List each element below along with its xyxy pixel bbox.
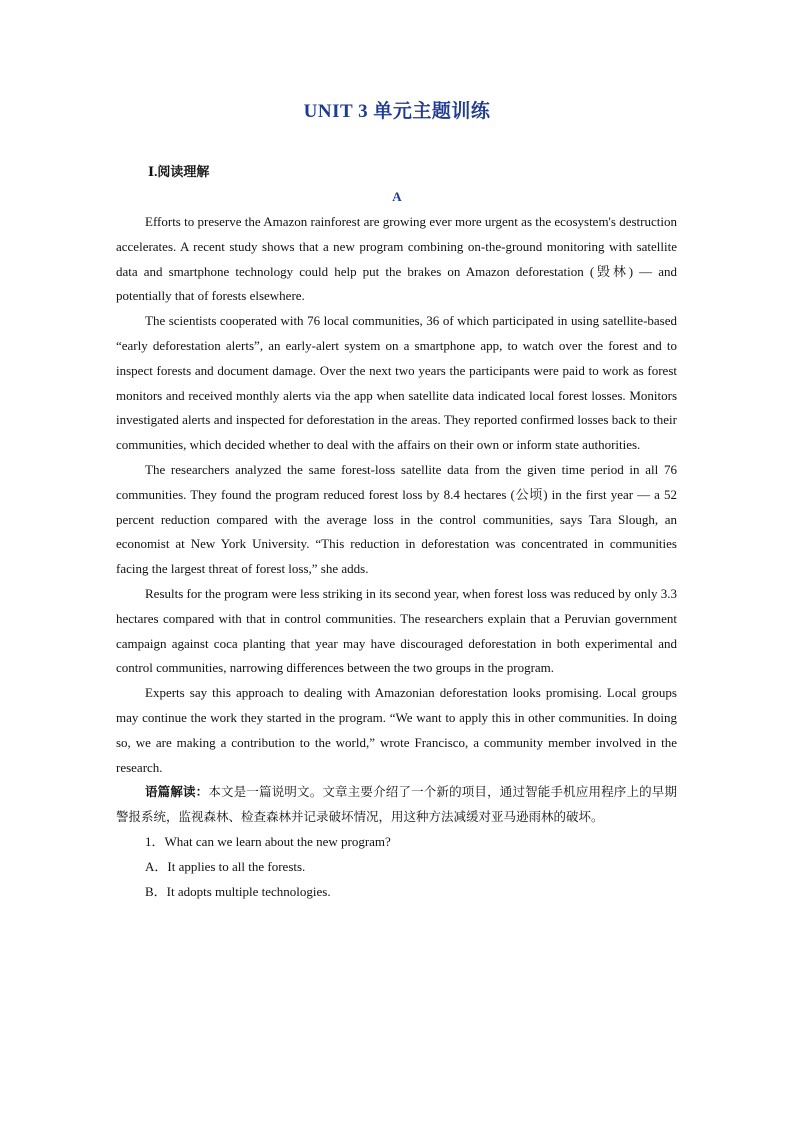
section-heading: Ⅰ.阅读理解 (148, 164, 210, 179)
analysis-text: 本文是一篇说明文。文章主要介绍了一个新的项目，通过智能手机应用程序上的早期警报系统，监视森林、检查森林并记录破坏情况，用这种方法减缓对亚马逊雨林的破坏。 (116, 784, 677, 825)
passage-letter: A (392, 189, 402, 204)
question-option-b: B．It adopts multiple technologies. (145, 883, 331, 899)
analysis-label: 语篇解读： (145, 784, 209, 800)
paragraph-3: The researchers analyzed the same forest-loss satellite data from the given time period in all 76 communities. They found the program reduced forest loss by 8.4 hectares (公顷) in the first year — a 52 percent reduction compared with the average loss in the control communities, says Tara Slough, an economist at New York University. “This reduction in deforestation was concentrated in communities facing the largest threat of forest loss,” she adds. (116, 461, 677, 577)
page-title: UNIT 3 单元主题训练 (303, 101, 491, 122)
passage-analysis (116, 780, 677, 830)
paragraph-5: Experts say this approach to dealing with Amazonian deforestation looks promising. Local groups may continue the work they started in the program. “We want to apply this in other communities. In doing so, we are making a contribution to the world,” wrote Francisco, a community member involved in the research. (116, 685, 677, 775)
question-option-a: A．It applies to all the forests. (145, 858, 306, 874)
paragraph-1: Efforts to preserve the Amazon rainforest are growing ever more urgent as the ecosystem's destruction accelerates. A recent study shows that a new program combining on-the-ground monitoring with satellite data and smartphone technology could help put the brakes on Amazon deforestation (毁林) — and potentially that of forests elsewhere. (116, 214, 677, 304)
passage-body (116, 210, 677, 904)
paragraph-2: The scientists cooperated with 76 local communities, 36 of which participated in using satellite-based “early deforestation alerts”, an early-alert system on a smartphone app, to watch over the forest and to inspect forests and document damage. Over the next two years the participants were paid to work as forest monitors and received monthly alerts via the app when satellite data indicated local forest losses. Monitors investigated alerts and inspected for deforestation in the areas. They reported confirmed losses back to their communities, which decided whether to deal with the affairs on their own or inform state authorities. (116, 313, 677, 453)
paragraph-4: Results for the program were less striking in its second year, when forest loss was reduced by only 3.3 hectares compared with that in control communities. The researchers explain that a Peruvian government campaign against coca planting that year may have discouraged deforestation in both experimental and control communities, narrowing differences between the two groups in the program. (116, 585, 677, 676)
question-stem: 1．What can we learn about the new program? (145, 833, 391, 849)
